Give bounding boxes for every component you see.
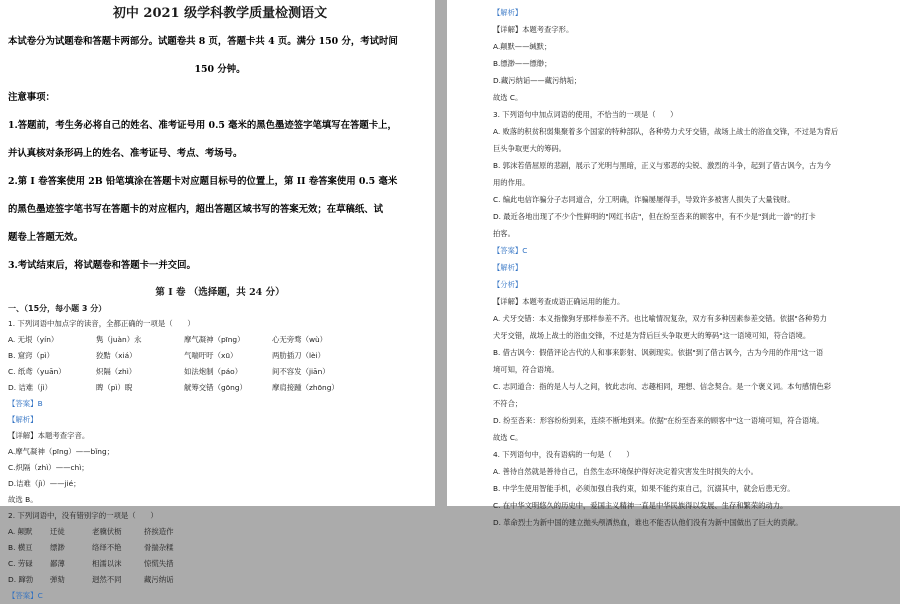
right-line xyxy=(493,293,894,310)
right-line xyxy=(493,480,894,497)
option-cell: C. 劳碌 xyxy=(8,559,33,569)
explain-line: C.炽隔（zhì）——chì； xyxy=(8,463,89,473)
line-text: 本题考查成语正确运用的能力。 xyxy=(522,297,625,306)
intro-line: 2.第 I 卷答案使用 2B 铅笔填涂在答题卡对应题目标号的位置上，第 II 卷答案使用 0.5 毫米 xyxy=(8,175,398,187)
right-line xyxy=(493,89,894,106)
exam-title: 初中 2021 级学科教学质量检测语文 xyxy=(112,6,328,21)
right-line xyxy=(493,21,894,38)
right-line xyxy=(493,497,894,514)
option-cell: D. 诘难（jì） xyxy=(8,383,53,393)
right-line xyxy=(493,225,894,242)
question-2: 2. 下列词语中，没有错别字的一项是（ ） xyxy=(8,511,158,521)
option-cell: 睥（pì）睨 xyxy=(96,383,133,393)
option-row xyxy=(8,380,432,396)
section-heading: 第 I 卷 （选择题，共 24 分） xyxy=(155,287,285,299)
notice-heading: 注意事项： xyxy=(8,92,55,104)
line-text: C xyxy=(522,246,528,255)
option-cell: 摩气凝神（pīng） xyxy=(184,335,245,345)
right-line xyxy=(493,123,894,140)
line-text: 用的作用。 xyxy=(493,178,530,187)
line-text: D. 最近各地出现了不少个性鲜明的"网红书店"，但在纷至沓来的顾客中，有不少是"到此一游"的打卡 xyxy=(493,212,816,221)
option-row xyxy=(8,540,432,556)
option-row xyxy=(8,332,432,348)
right-line xyxy=(493,55,894,72)
option-cell: 心无旁骛（wù） xyxy=(272,335,328,345)
intro-line: 150 分钟。 xyxy=(194,64,246,76)
right-line xyxy=(493,276,894,293)
line-text: B. 郭沫若借屈原的悲剧，展示了光明与黑暗，正义与邪恶的尖锐、激烈的斗争，起到了借古讽今，古为今 xyxy=(493,161,832,170)
option-row xyxy=(8,348,432,364)
line-text: 不符合； xyxy=(493,399,523,408)
right-page-lines xyxy=(493,4,894,531)
line-text: C. 编此电信诈骗分子志同道合，分工明确，诈骗屡屡得手，导致许多被害人损失了大量钱财。 xyxy=(493,195,795,204)
intro-line: 本试卷分为试题卷和答题卡两部分。试题卷共 8 页，答题卡共 4 页。满分 150 分，考试时间 xyxy=(8,36,398,48)
explain-line: A.摩气凝神（pīng）——bǐng； xyxy=(8,447,115,457)
right-line xyxy=(493,157,894,174)
option-cell: 狡黠（xiá） xyxy=(96,351,137,361)
line-text: A. 犬牙交错：本义指像狗牙那样参差不齐。也比喻情况复杂，双方有多种因素参差交错。依据"各种势力 xyxy=(493,314,827,323)
right-line xyxy=(493,395,894,412)
right-line xyxy=(493,106,894,123)
q1-options xyxy=(8,332,432,396)
line-text: 3. 下列语句中加点词语的使用，不恰当的一项是（ ） xyxy=(493,110,678,119)
option-cell: 挤挨造作 xyxy=(144,527,174,537)
left-page xyxy=(0,0,435,601)
line-text: D. 纷至沓来：形容纷纷到来，连续不断地到来。依据"在纷至沓来的顾客中"这一语境可知，符合语境。 xyxy=(493,416,824,425)
right-line xyxy=(493,4,894,21)
right-line xyxy=(493,463,894,480)
line-text: B. 中学生使用智能手机，必须加强自我约束，如果不能约束自己，沉溺其中，就会后患无穷。 xyxy=(493,484,795,493)
option-cell: 觥筹交错（gōng） xyxy=(184,383,247,393)
line-text: 4. 下列语句中，没有语病的一句是（ ） xyxy=(493,450,634,459)
answer-value: B xyxy=(37,399,43,409)
option-cell: 络绎不艳 xyxy=(92,543,122,553)
right-line xyxy=(493,242,894,259)
right-line xyxy=(493,327,894,344)
line-text: 本题考查字形。 xyxy=(522,25,574,34)
line-text: D.藏污纳诟——藏污纳垢； xyxy=(493,76,582,85)
option-cell: 摩肩接踵（zhōng） xyxy=(272,383,339,393)
line-text: 犬牙交错，战场上战士的浴血交锋，不过是为背后巨头争取更大的筹码"这一语境可知，符合语境。 xyxy=(493,331,811,340)
answer-line xyxy=(8,588,432,604)
right-line xyxy=(493,38,894,55)
option-cell: A. 无垠（yín） xyxy=(8,335,59,345)
option-cell: 如法炮制（páo） xyxy=(184,367,243,377)
line-text: A. 善待自然就是善待自己，自然生态环境保护得好决定着灾害发生时损失的大小。 xyxy=(493,467,758,476)
right-line xyxy=(493,310,894,327)
exam-intro xyxy=(8,33,432,275)
line-tag: 【分析】 xyxy=(493,280,523,289)
option-cell: A. 颠默 xyxy=(8,527,33,537)
answer-tag: 【答案】 xyxy=(8,591,38,601)
line-text: 故选 C。 xyxy=(493,93,523,102)
intro-line: 的黑色墨迹签字笔书写在答题卡的对应框内，超出答题区域书写的答案无效；在草稿纸、试 xyxy=(8,203,384,215)
line-text: C. 志同道合：指的是人与人之间，彼此志向、志趣相同，理想、信念契合。是一个褒义词。本句感情色彩 xyxy=(493,382,832,391)
line-text: 境可知，符合语境。 xyxy=(493,365,559,374)
line-text: D. 革命烈士为新中国的建立抛头颅洒热血，谁也不能否认他们没有为新中国做出了巨大的贡献。 xyxy=(493,518,803,527)
line-tag: 【答案】 xyxy=(493,246,523,255)
intro-line: 1.答题前，考生务必将自己的姓名、准考证号用 0.5 毫米的黑色墨迹签字笔填写在答题卡上， xyxy=(8,120,397,132)
explain-line: 故选 B。 xyxy=(8,495,38,505)
option-cell: 缥渺 xyxy=(50,543,65,553)
option-cell: 弹劾 xyxy=(50,575,65,585)
right-line xyxy=(493,174,894,191)
group-heading: 一、（15分，每小题 3 分） xyxy=(8,304,107,314)
intro-line: 题卷上答题无效。 xyxy=(8,231,84,243)
line-text: C. 在中华文明悠久的历史中，爱国主义精神一直是中华民族得以发展、生存和繁荣的动力。 xyxy=(493,501,788,510)
line-tag: 【解析】 xyxy=(493,8,523,17)
option-cell: 隽（juàn）永 xyxy=(96,335,142,345)
option-cell: 气喘吁吁（xū） xyxy=(184,351,238,361)
right-line xyxy=(493,259,894,276)
option-cell: 迁徒 xyxy=(50,527,65,537)
right-page xyxy=(447,0,900,527)
option-cell: 相濡以沫 xyxy=(92,559,122,569)
option-row xyxy=(8,364,432,380)
answer-value: C xyxy=(37,591,43,601)
right-line xyxy=(493,361,894,378)
option-cell: 间不容发（jiān） xyxy=(272,367,330,377)
line-text: 拍客。 xyxy=(493,229,515,238)
right-line xyxy=(493,412,894,429)
line-tag: 【详解】 xyxy=(493,297,523,306)
right-line xyxy=(493,208,894,225)
line-tag: 【解析】 xyxy=(493,263,523,272)
option-cell: D. 蹿勃 xyxy=(8,575,34,585)
option-cell: 鄙薄 xyxy=(50,559,65,569)
answer-tag: 【答案】 xyxy=(8,399,38,409)
option-cell: 骨揣杂糅 xyxy=(144,543,174,553)
detail-text: 本题考查字音。 xyxy=(37,431,90,441)
right-line xyxy=(493,429,894,446)
option-cell: 老骥伏枥 xyxy=(92,527,122,537)
line-tag: 【详解】 xyxy=(493,25,523,34)
explain-line: D.诘难（jì）——jié； xyxy=(8,479,81,489)
right-line xyxy=(493,344,894,361)
option-cell: 藏污纳诟 xyxy=(144,575,174,585)
detail-tag: 【详解】 xyxy=(8,431,38,441)
line-text: 巨头争取更大的筹码。 xyxy=(493,144,566,153)
option-cell: C. 纸鸢（yuān） xyxy=(8,367,66,377)
answer-line xyxy=(8,396,432,412)
right-line xyxy=(493,446,894,463)
option-cell: 两肋插刀（lèi） xyxy=(272,351,325,361)
option-cell: B. 横亘 xyxy=(8,543,33,553)
option-row xyxy=(8,572,432,588)
option-row xyxy=(8,524,432,540)
line-text: A.颠默——缄默； xyxy=(493,42,552,51)
question-1: 1. 下列词语中加点字的读音，全都正确的一项是（ ） xyxy=(8,319,195,329)
line-text: A. 败落的积贫积弱集聚着多个国家的特种部队，各种势力犬牙交错，战场上战士的浴血交锋，不过是为背后 xyxy=(493,127,839,136)
option-row xyxy=(8,556,432,572)
intro-line: 3.考试结束后，将试题卷和答题卡一并交回。 xyxy=(8,259,196,271)
right-line xyxy=(493,378,894,395)
option-cell: 迥然不同 xyxy=(92,575,122,585)
right-line xyxy=(493,72,894,89)
option-cell: 惊慌失措 xyxy=(144,559,174,569)
right-line xyxy=(493,140,894,157)
intro-line: 并认真核对条形码上的姓名、准考证号、考点、考场号。 xyxy=(8,147,243,159)
right-line xyxy=(493,514,894,531)
line-text: 故选 C。 xyxy=(493,433,523,442)
line-text: B. 借古讽今：假借评论古代的人和事来影射、讽刺现实。依据"到了借古讽今，古为今用的作用"这一语 xyxy=(493,348,824,357)
q2-options xyxy=(8,524,432,588)
option-cell: 炽隔（zhì） xyxy=(96,367,137,377)
option-cell: B. 窟窍（pì） xyxy=(8,351,55,361)
right-line xyxy=(493,191,894,208)
analysis-tag: 【解析】 xyxy=(8,415,38,425)
line-text: B.缥渺——缥缈； xyxy=(493,59,552,68)
detail-line xyxy=(8,428,432,444)
